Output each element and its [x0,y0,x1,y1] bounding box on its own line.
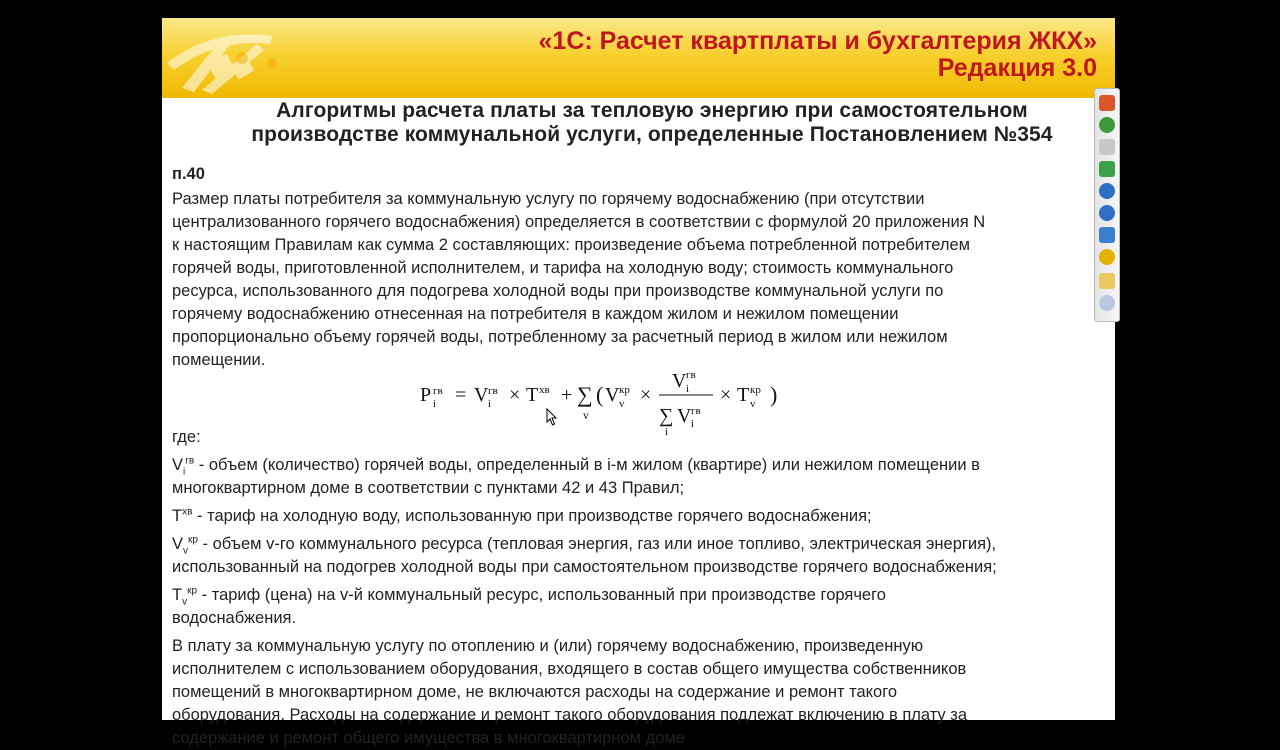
paragraph-2 [172,635,1112,750]
phone-icon[interactable] [1099,205,1115,221]
paragraph-1-line: Размер платы потребителя за коммунальную услугу по горячему водоснабжению (при отсутствии [172,190,925,208]
help-icon[interactable] [1099,295,1115,311]
def-text: - объем (количество) горячей воды, определенный в i-м жилом (квартире) или нежилом помещении в [194,456,980,474]
definition-v-resource [172,533,1112,579]
paragraph-1 [172,188,1112,372]
def-text-line-2: использованный на подогрев холодной воды при самостоятельном производстве горячего водоснабжения; [172,558,997,576]
formula-numerator-sup: гв [686,369,696,381]
slide-title-line-2: производстве коммунальной услуги, определенные Постановлением №354 [251,123,1053,146]
def-symbol: V [172,535,184,553]
def-sup: кр [188,534,198,546]
formula-t2-sup: кр [750,384,761,396]
paragraph-1-line: пропорционально объему горячей воды, потребленному за расчетный период в жилом или нежилом [172,328,948,346]
formula-open-paren: ( [596,382,604,407]
clause-number: п.40 [172,165,205,183]
def-sup: гв [185,455,195,467]
def-sub: i [183,466,186,478]
paragraph-1-line: горячей воды, приготовленной исполнителем, и тарифа на холодную воду; стоимость коммунального [172,259,954,277]
paragraph-2-line: исполнителем с использованием оборудования, входящего в состав общего имущества собственников [172,660,967,678]
slide-title-line-1: Алгоритмы расчета платы за тепловую энергию при самостоятельном [276,99,1028,122]
formula-den-v-sup: гв [691,405,701,417]
paragraph-1-line: централизованного горячего водоснабжения) определяется в соответствии с формулой 20 приложения N [172,213,986,231]
formula-den-sum-sub: i [665,426,669,438]
def-text: - объем v-го коммунального ресурса (тепловая энергия, газ или иное топливо, электрическая энергия), [197,535,997,553]
formula-v1: V [474,384,489,406]
header-banner [162,18,1115,98]
def-text-line-2: водоснабжения. [172,609,297,627]
paragraph-2-line: В плату за коммунальную услугу по отоплению и (или) горячему водоснабжению, произведенную [172,637,924,655]
formula-t2: T [737,384,750,406]
formula-v2-sup: кр [619,384,630,396]
formula-t1-sup: хв [539,384,550,396]
formula-eq: = [455,384,467,406]
slide-title [182,99,1122,147]
pen-icon[interactable] [1099,249,1115,265]
logo-graphic [162,18,332,98]
def-symbol: V [172,456,184,474]
formula-v2: V [605,384,620,406]
formula-plus: + [561,384,573,406]
def-sub: v [183,545,189,557]
paragraph-1-line: горячему водоснабжению отнесенная на потребителя в каждом жилом и нежилом помещении [172,305,899,323]
arrow-left-icon[interactable] [1099,95,1115,111]
product-title: «1С: Расчет квартплаты и бухгалтерия ЖКХ» [538,27,1097,55]
mouse-cursor-icon [546,408,558,426]
screen-icon[interactable] [1099,161,1115,177]
def-sup: хв [182,506,193,518]
formula-sum: ∑ [577,382,593,407]
formula-times-1: × [509,384,521,406]
formula-den-v: V [677,405,692,427]
monitor-icon[interactable] [1099,227,1115,243]
slide-content [172,163,1112,750]
pause-icon[interactable] [1099,183,1115,199]
formula-sum-sub: v [583,408,589,422]
formula-den-sum: ∑ [659,405,674,427]
formula-p-sub: i [433,398,437,410]
definition-v-hot-water [172,454,1112,500]
def-symbol: T [172,586,183,604]
def-sup: кр [187,585,198,597]
formula-close-paren: ) [770,382,778,407]
formula-numerator-sub: i [686,383,690,395]
banner-title [539,28,1097,82]
paragraph-1-line: помещении. [172,351,266,369]
def-text: - тариф на холодную воду, использованную при производстве горячего водоснабжения; [192,507,872,525]
def-sub: v [182,596,188,608]
video-icon[interactable] [1099,139,1115,155]
formula-p: P [420,384,432,406]
formula-den-v-sub: i [691,418,695,430]
def-symbol: T [172,507,183,525]
paragraph-1-line: к настоящим Правилам как сумма 2 составляющих: произведение объема потребленной потребителем [172,236,971,254]
formula-t1: T [526,384,539,406]
formula-v1-sub: i [488,398,492,410]
formula-p-sup: гв [433,385,443,397]
where-label: где: [172,428,201,446]
microphone-icon[interactable] [1099,117,1115,133]
slide [162,18,1115,747]
paragraph-2-line: содержание и ремонт общего имущества в многоквартирном доме [172,729,685,747]
formula-t2-sub: v [750,398,756,410]
formula-numerator: V [672,370,687,392]
formula-times-3: × [720,384,732,406]
paragraph-2-line: помещений в многоквартирном доме, не включаются расходы на содержание и ремонт такого [172,683,898,701]
hand-icon[interactable] [1099,273,1115,289]
formula-v1-sup: гв [488,385,498,397]
formula-v2-sub: v [619,398,625,410]
formula-times-2: × [640,384,652,406]
product-edition: Редакция 3.0 [937,54,1097,82]
def-text-line-2: многоквартирном доме в соответствии с пунктами 42 и 43 Правил; [172,479,685,497]
definition-t-resource [172,584,1112,630]
recording-toolbar [1094,88,1120,322]
def-text: - тариф (цена) на v-й коммунальный ресурс, использованный при производстве горячего [197,586,886,604]
paragraph-1-line: ресурса, использованного для подогрева холодной воды при производстве коммунальной услуги по [172,282,944,300]
paragraph-2-line: оборудования. Расходы на содержание и ремонт такого оборудования подлежат включению в плату за [172,706,968,724]
definition-t-cold-water [172,505,1112,528]
